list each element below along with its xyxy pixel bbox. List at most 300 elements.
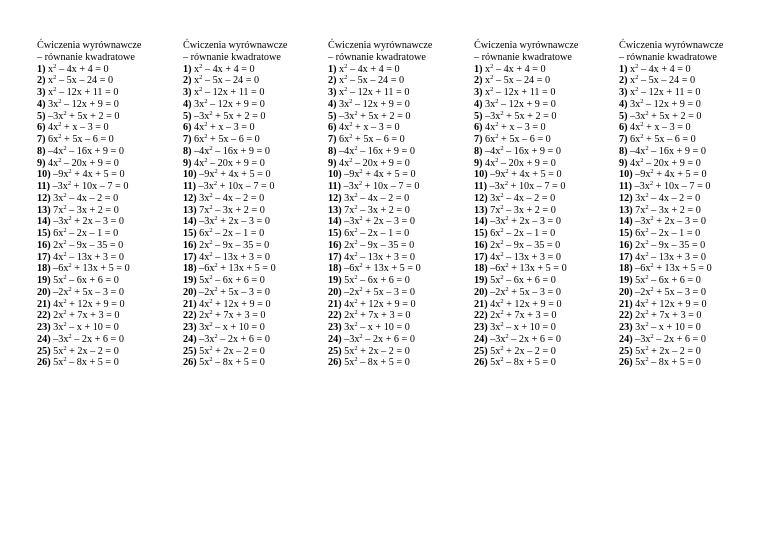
exercise-number: 23) xyxy=(328,322,342,333)
equation-rest: + 5x – 3 = 0 xyxy=(217,286,270,298)
exercise-number: 22) xyxy=(183,310,197,322)
exercise-item xyxy=(328,252,468,264)
exponent: 2 xyxy=(359,285,363,293)
equation-lead: x xyxy=(485,75,491,87)
exercise-number: 9) xyxy=(474,157,483,169)
equation-lead: 7x xyxy=(635,204,646,216)
equation-lead: 2x xyxy=(53,239,64,251)
equation-lead: 6x xyxy=(199,228,210,239)
exercise-item xyxy=(474,75,614,87)
equation-rest: + 7x + 3 = 0 xyxy=(357,310,411,322)
equation-rest: + 10x – 7 = 0 xyxy=(217,181,275,192)
equation-lead: 2x xyxy=(344,310,355,322)
equation-rest: + 5x – 6 = 0 xyxy=(352,134,405,145)
exercise-number: 13) xyxy=(183,204,197,216)
equation-lead: 5x xyxy=(490,345,501,357)
equation-rest: – 9x – 35 = 0 xyxy=(66,239,124,251)
exercise-item xyxy=(619,357,759,369)
exponent: 2 xyxy=(645,250,649,258)
equation-rest: – 13x + 3 = 0 xyxy=(212,251,270,263)
equation-rest: – 4x + 4 = 0 xyxy=(56,63,109,75)
equation-lead: x xyxy=(48,87,54,98)
equation-rest: – 20x + 9 = 0 xyxy=(498,157,556,169)
equation-rest: – 9x – 35 = 0 xyxy=(648,239,706,251)
equation-rest: – 12x + 11 = 0 xyxy=(56,87,119,98)
exercise-item xyxy=(328,275,468,287)
equation-rest: + 5x – 6 = 0 xyxy=(643,134,696,145)
exponent: 2 xyxy=(214,168,218,176)
exercise-number: 7) xyxy=(474,134,483,145)
exercise-number: 18) xyxy=(183,263,197,275)
equation-lead: –3x xyxy=(490,333,506,345)
equation-rest: + 13x + 5 = 0 xyxy=(508,263,567,275)
exercise-number: 15) xyxy=(474,228,488,239)
exponent: 2 xyxy=(650,262,654,270)
exercise-number: 10) xyxy=(328,169,342,181)
exponent: 2 xyxy=(63,321,67,328)
exercise-item xyxy=(619,346,759,358)
exercise-number: 21) xyxy=(37,298,51,310)
exponent: 2 xyxy=(209,274,213,281)
equation-lead: 2x xyxy=(490,310,501,322)
equation-rest: – 12x + 11 = 0 xyxy=(493,87,556,98)
equation-rest: + 2x – 2 = 0 xyxy=(212,345,265,357)
exercise-number: 13) xyxy=(619,204,633,216)
equation-lead: x xyxy=(194,75,200,87)
equation-lead: 4x xyxy=(53,298,64,310)
equation-lead: –4x xyxy=(339,145,355,157)
exercise-number: 25) xyxy=(619,345,633,357)
equation-lead: 4x xyxy=(339,122,350,134)
exponent: 2 xyxy=(67,180,72,187)
exercise-item xyxy=(619,228,759,240)
exponent: 2 xyxy=(214,215,218,223)
exercise-number: 6) xyxy=(619,122,628,134)
exercise-item xyxy=(328,158,468,170)
equation-lead: 6x xyxy=(194,134,205,145)
equation-lead: –3x xyxy=(53,333,69,345)
exercise-item xyxy=(37,263,177,275)
equation-rest: + 2x – 3 = 0 xyxy=(362,216,415,228)
exponent: 2 xyxy=(68,332,72,340)
equation-lead: –4x xyxy=(48,145,64,157)
equation-rest: – 16x + 9 = 0 xyxy=(66,145,124,157)
equation-lead: 6x xyxy=(339,134,350,145)
equation-rest: – 16x + 9 = 0 xyxy=(212,145,270,157)
equation-rest: – 16x + 9 = 0 xyxy=(357,145,415,157)
exercise-number: 23) xyxy=(474,322,488,333)
exercise-item xyxy=(328,228,468,240)
exponent: 2 xyxy=(209,344,213,352)
equation-rest: – 5x – 24 = 0 xyxy=(347,75,405,87)
exercise-number: 13) xyxy=(37,204,51,216)
exercise-item xyxy=(183,252,323,264)
exponent: 2 xyxy=(349,156,353,164)
equation-rest: – 20x + 9 = 0 xyxy=(61,157,119,169)
exponent: 2 xyxy=(344,62,348,70)
equation-lead: 4x xyxy=(490,251,501,263)
exponent: 2 xyxy=(495,97,499,105)
exercise-number: 4) xyxy=(619,98,628,110)
exercise-item xyxy=(183,357,323,369)
equation-rest: – x + 10 = 0 xyxy=(357,322,410,333)
equation-rest: – 13x + 3 = 0 xyxy=(503,251,561,263)
equation-lead: –3x xyxy=(52,181,68,192)
equation-rest: + 5x + 2 = 0 xyxy=(66,110,120,122)
exercise-list xyxy=(328,64,468,370)
exercise-number: 22) xyxy=(37,310,51,322)
equation-rest: – 3x + 2 = 0 xyxy=(212,204,265,216)
equation-rest: + 2x – 2 = 0 xyxy=(648,345,701,357)
exercise-item xyxy=(474,346,614,358)
equation-lead: –9x xyxy=(344,169,360,181)
exponent: 2 xyxy=(63,227,67,234)
equation-rest: + 5x + 2 = 0 xyxy=(648,110,702,122)
exercise-number: 7) xyxy=(37,134,46,145)
equation-rest: – 9x – 35 = 0 xyxy=(503,239,561,251)
equation-rest: – 2x – 1 = 0 xyxy=(503,228,556,239)
exponent: 2 xyxy=(505,332,509,340)
equation-rest: + 13x + 5 = 0 xyxy=(217,263,276,275)
equation-rest: – 4x + 4 = 0 xyxy=(638,63,691,75)
exponent: 2 xyxy=(645,297,649,305)
equation-rest: + 5x – 3 = 0 xyxy=(653,286,706,298)
exercise-number: 12) xyxy=(183,192,197,204)
exercise-number: 17) xyxy=(474,251,488,263)
equation-rest: + 2x – 3 = 0 xyxy=(508,216,561,228)
exercise-item xyxy=(183,64,323,76)
exponent: 2 xyxy=(505,168,509,176)
exponent: 2 xyxy=(204,97,208,105)
equation-rest: – 3x + 2 = 0 xyxy=(503,204,556,216)
exponent: 2 xyxy=(68,262,72,270)
exercise-number: 5) xyxy=(474,110,483,122)
exponent: 2 xyxy=(349,121,353,129)
exercise-number: 3) xyxy=(328,87,337,98)
exercise-number: 11) xyxy=(619,181,633,192)
exercise-item xyxy=(328,216,468,228)
exponent: 2 xyxy=(63,250,67,258)
equation-rest: + 10x – 7 = 0 xyxy=(71,181,129,192)
equation-rest: – 4x + 4 = 0 xyxy=(347,63,400,75)
equation-lead: x xyxy=(630,75,636,87)
equation-lead: –6x xyxy=(490,263,506,275)
exponent: 2 xyxy=(358,180,363,187)
exercise-column xyxy=(37,40,177,369)
equation-lead: –9x xyxy=(635,169,651,181)
equation-rest: – 8x + 5 = 0 xyxy=(648,357,701,369)
exponent: 2 xyxy=(635,62,639,70)
exponent: 2 xyxy=(209,203,213,211)
exponent: 2 xyxy=(63,309,67,317)
exercise-number: 2) xyxy=(328,75,337,87)
exercise-item xyxy=(619,216,759,228)
equation-lead: –3x xyxy=(199,333,215,345)
exercise-number: 20) xyxy=(328,286,342,298)
exercise-item xyxy=(328,263,468,275)
exercise-number: 6) xyxy=(328,122,337,134)
exercise-number: 24) xyxy=(183,333,197,345)
equation-lead: 4x xyxy=(490,298,501,310)
exponent: 2 xyxy=(214,285,218,293)
worksheet-title: Ćwiczenia wyrównawcze xyxy=(474,40,579,51)
exercise-item xyxy=(183,75,323,87)
exercise-column xyxy=(474,40,614,369)
equation-rest: + 10x – 7 = 0 xyxy=(362,181,420,192)
exercise-list xyxy=(474,64,614,370)
exercise-number: 22) xyxy=(474,310,488,322)
exercise-number: 19) xyxy=(619,275,633,286)
exercise-item xyxy=(474,334,614,346)
exercise-number: 4) xyxy=(328,98,337,110)
equation-rest: – 6x + 6 = 0 xyxy=(66,275,119,286)
equation-rest: – 3x + 2 = 0 xyxy=(357,204,410,216)
exponent: 2 xyxy=(645,203,649,211)
exponent: 2 xyxy=(354,297,358,305)
equation-rest: + 12x + 9 = 0 xyxy=(66,298,125,310)
exercise-item xyxy=(328,64,468,76)
exponent: 2 xyxy=(354,109,358,117)
equation-rest: – 16x + 9 = 0 xyxy=(503,145,561,157)
exercise-item xyxy=(183,205,323,217)
equation-lead: 2x xyxy=(635,239,646,251)
equation-rest: – 9x – 35 = 0 xyxy=(212,239,270,251)
exercise-number: 10) xyxy=(474,169,488,181)
exercise-number: 14) xyxy=(619,216,633,228)
exponent: 2 xyxy=(354,356,358,364)
exercise-item xyxy=(328,310,468,322)
exponent: 2 xyxy=(640,97,644,105)
equation-rest: – 20x + 9 = 0 xyxy=(352,157,410,169)
exponent: 2 xyxy=(209,250,213,258)
exercise-item xyxy=(37,134,177,146)
exponent: 2 xyxy=(359,215,363,223)
equation-lead: 3x xyxy=(344,322,355,333)
exercise-item xyxy=(619,334,759,346)
exponent: 2 xyxy=(640,121,644,129)
equation-lead: 4x xyxy=(53,251,64,263)
exponent: 2 xyxy=(354,227,358,234)
exercise-item xyxy=(183,158,323,170)
exercise-number: 24) xyxy=(619,333,633,345)
exercise-number: 9) xyxy=(37,157,46,169)
exercise-item xyxy=(37,205,177,217)
equation-rest: – 8x + 5 = 0 xyxy=(503,357,556,369)
equation-lead: 3x xyxy=(490,322,501,333)
exercise-item xyxy=(619,169,759,181)
equation-lead: 5x xyxy=(344,345,355,357)
exercise-item xyxy=(37,216,177,228)
exercise-item xyxy=(619,263,759,275)
exponent: 2 xyxy=(650,215,654,223)
exercise-number: 18) xyxy=(328,263,342,275)
equation-rest: – 4x – 2 = 0 xyxy=(66,192,119,204)
equation-lead: 3x xyxy=(53,322,64,333)
exercise-number: 25) xyxy=(474,345,488,357)
equation-lead: 2x xyxy=(344,239,355,251)
equation-rest: + 2x – 2 = 0 xyxy=(503,345,556,357)
equation-lead: x xyxy=(485,63,491,75)
exercise-number: 20) xyxy=(474,286,488,298)
exponent: 2 xyxy=(58,97,62,105)
equation-rest: + 2x – 3 = 0 xyxy=(217,216,270,228)
equation-rest: – 2x + 6 = 0 xyxy=(508,333,561,345)
equation-rest: – 4x – 2 = 0 xyxy=(212,192,265,204)
exponent: 2 xyxy=(359,262,363,270)
exercise-number: 21) xyxy=(183,298,197,310)
exercise-number: 2) xyxy=(37,75,46,87)
exercise-number: 26) xyxy=(619,357,633,369)
equation-rest: – 5x – 24 = 0 xyxy=(493,75,551,87)
worksheet-title: Ćwiczenia wyrównawcze xyxy=(183,40,288,51)
exercise-number: 5) xyxy=(619,110,628,122)
exponent: 2 xyxy=(500,203,504,211)
exercise-item xyxy=(619,252,759,264)
equation-lead: –3x xyxy=(343,181,359,192)
equation-lead: –6x xyxy=(53,263,69,275)
exponent: 2 xyxy=(500,238,504,246)
exponent: 2 xyxy=(58,121,62,129)
exponent: 2 xyxy=(490,74,494,82)
equation-lead: –2x xyxy=(490,286,506,298)
exponent: 2 xyxy=(204,156,208,164)
exercise-item xyxy=(37,228,177,240)
equation-lead: –3x xyxy=(634,181,650,192)
exercise-item xyxy=(183,310,323,322)
equation-lead: –2x xyxy=(199,286,215,298)
equation-lead: 2x xyxy=(490,239,501,251)
equation-rest: + 5x – 3 = 0 xyxy=(71,286,124,298)
equation-rest: + 7x + 3 = 0 xyxy=(503,310,557,322)
exercise-item xyxy=(474,240,614,252)
exponent: 2 xyxy=(645,227,649,234)
exponent: 2 xyxy=(635,74,639,82)
exercise-item xyxy=(328,205,468,217)
exercise-number: 14) xyxy=(37,216,51,228)
exponent: 2 xyxy=(354,250,358,258)
equation-rest: – 5x – 24 = 0 xyxy=(202,75,260,87)
equation-rest: – 12x + 11 = 0 xyxy=(638,87,701,98)
equation-lead: 5x xyxy=(199,275,210,286)
equation-rest: + 7x + 3 = 0 xyxy=(66,310,120,322)
exercise-number: 3) xyxy=(474,87,483,98)
exponent: 2 xyxy=(635,86,639,93)
worksheet-subtitle: – równanie kwadratowe xyxy=(183,51,281,63)
equation-lead: 6x xyxy=(48,134,59,145)
equation-rest: – 20x + 9 = 0 xyxy=(207,157,265,169)
exponent: 2 xyxy=(640,133,644,140)
exercise-number: 9) xyxy=(619,157,628,169)
equation-rest: – 2x – 1 = 0 xyxy=(66,228,119,239)
exponent: 2 xyxy=(209,191,213,199)
exercise-number: 17) xyxy=(37,251,51,263)
exercise-item xyxy=(619,158,759,170)
exercise-number: 9) xyxy=(328,157,337,169)
exponent: 2 xyxy=(58,133,62,140)
equation-lead: –3x xyxy=(344,333,360,345)
exercise-item xyxy=(37,193,177,205)
equation-lead: x xyxy=(485,87,491,98)
exercise-number: 22) xyxy=(328,310,342,322)
exercise-number: 12) xyxy=(619,192,633,204)
exercise-number: 13) xyxy=(474,204,488,216)
equation-rest: + 5x – 6 = 0 xyxy=(498,134,551,145)
exercise-number: 3) xyxy=(183,87,192,98)
equation-rest: – 12x + 11 = 0 xyxy=(347,87,410,98)
exponent: 2 xyxy=(500,250,504,258)
exercise-item xyxy=(183,240,323,252)
exercise-number: 18) xyxy=(619,263,633,275)
exponent: 2 xyxy=(209,309,213,317)
equation-lead: 3x xyxy=(635,322,646,333)
exercise-number: 5) xyxy=(37,110,46,122)
equation-lead: 4x xyxy=(199,298,210,310)
exponent: 2 xyxy=(500,309,504,317)
exercise-item xyxy=(619,322,759,334)
exercise-item xyxy=(474,299,614,311)
exponent: 2 xyxy=(53,74,57,82)
exercise-number: 25) xyxy=(183,345,197,357)
exercise-number: 7) xyxy=(619,134,628,145)
equation-rest: – 13x + 3 = 0 xyxy=(66,251,124,263)
exercise-number: 3) xyxy=(37,87,46,98)
exercise-item xyxy=(328,134,468,146)
exercise-number: 13) xyxy=(328,204,342,216)
exercise-number: 12) xyxy=(474,192,488,204)
exponent: 2 xyxy=(344,86,348,93)
exercise-number: 11) xyxy=(183,181,197,192)
exponent: 2 xyxy=(495,121,499,129)
equation-lead: 2x xyxy=(199,239,210,251)
exercise-item xyxy=(619,240,759,252)
exercise-item xyxy=(474,275,614,287)
exponent: 2 xyxy=(209,297,213,305)
exercise-item xyxy=(619,134,759,146)
exponent: 2 xyxy=(63,356,67,364)
equation-lead: 5x xyxy=(53,357,64,369)
exponent: 2 xyxy=(359,168,363,176)
exercise-item xyxy=(37,181,177,193)
exercise-number: 8) xyxy=(328,145,337,157)
exercise-item xyxy=(328,322,468,334)
exponent: 2 xyxy=(354,144,358,152)
equation-rest: – 12x + 9 = 0 xyxy=(61,98,119,110)
exercise-item xyxy=(328,346,468,358)
equation-rest: + 5x – 3 = 0 xyxy=(508,286,561,298)
equation-lead: –3x xyxy=(194,110,210,122)
exponent: 2 xyxy=(500,109,504,117)
equation-lead: –9x xyxy=(490,169,506,181)
equation-lead: –2x xyxy=(635,286,651,298)
exercise-item xyxy=(328,357,468,369)
equation-rest: + 5x – 3 = 0 xyxy=(362,286,415,298)
exponent: 2 xyxy=(500,356,504,364)
equation-rest: + 4x + 5 = 0 xyxy=(217,169,271,181)
exercise-number: 23) xyxy=(619,322,633,333)
equation-lead: x xyxy=(339,87,345,98)
equation-rest: – 12x + 9 = 0 xyxy=(643,98,701,110)
exercise-number: 16) xyxy=(619,239,633,251)
equation-rest: + 5x + 2 = 0 xyxy=(503,110,557,122)
exercise-item xyxy=(328,75,468,87)
equation-rest: + x – 3 = 0 xyxy=(498,122,546,134)
exercise-number: 9) xyxy=(183,157,192,169)
exercise-item xyxy=(619,99,759,111)
exercise-number: 21) xyxy=(328,298,342,310)
exercise-item xyxy=(183,346,323,358)
exponent: 2 xyxy=(495,156,499,164)
exponent: 2 xyxy=(490,62,494,70)
